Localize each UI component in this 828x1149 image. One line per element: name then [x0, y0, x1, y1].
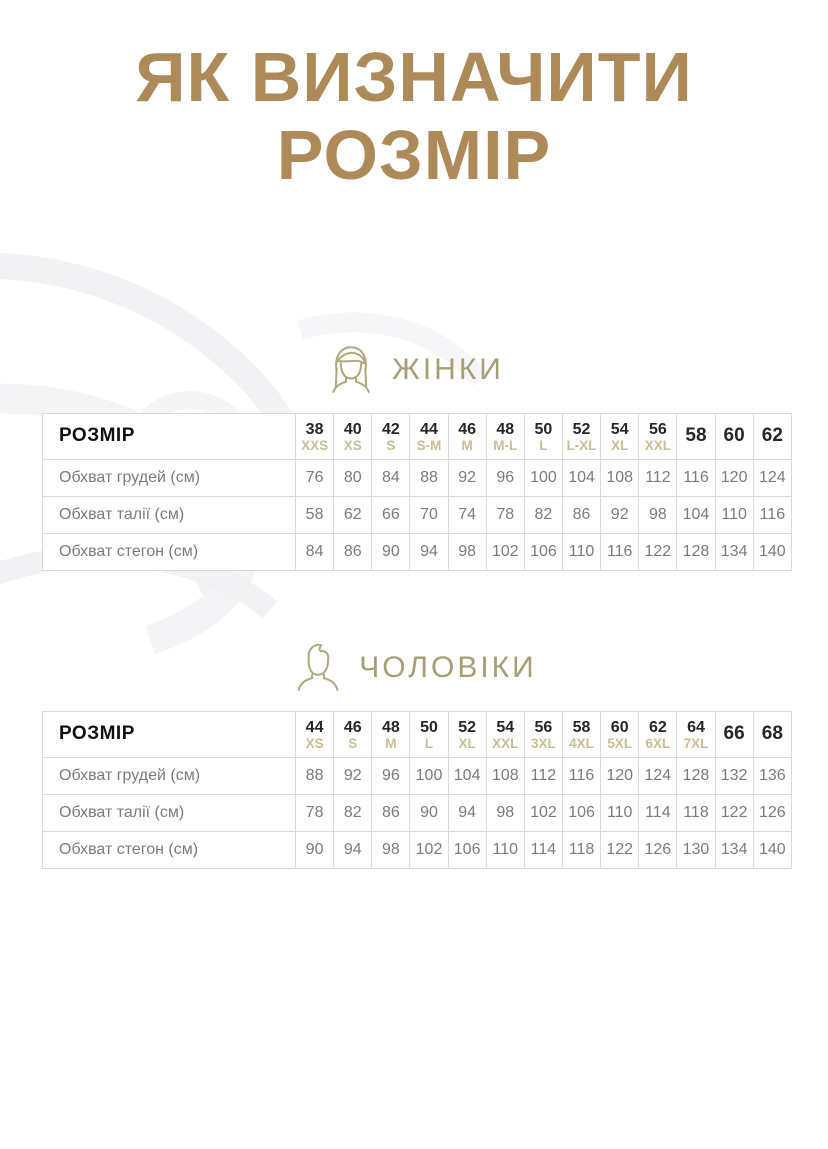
size-column-header — [296, 413, 334, 459]
size-letter: S-M — [416, 438, 442, 454]
measurement-value: 70 — [410, 496, 448, 533]
measurement-value: 112 — [639, 459, 677, 496]
measurement-value: 66 — [372, 496, 410, 533]
measurement-value: 112 — [524, 757, 562, 794]
size-number: 60 — [723, 424, 745, 446]
measurement-value: 108 — [486, 757, 524, 794]
size-column-header — [677, 413, 715, 459]
measurement-label: Обхват стегон (см) — [43, 831, 296, 868]
size-letter: 3XL — [531, 736, 556, 752]
measurement-value: 90 — [410, 794, 448, 831]
measurement-value: 136 — [753, 757, 791, 794]
size-number: 58 — [572, 718, 591, 736]
measurement-value: 114 — [524, 831, 562, 868]
size-letter: 4XL — [569, 736, 594, 752]
measurement-value: 118 — [562, 831, 600, 868]
size-header-row — [43, 413, 792, 459]
size-number: 50 — [420, 718, 438, 736]
measurement-value: 132 — [715, 757, 753, 794]
men-size-table — [42, 711, 792, 869]
size-table-corner-label: РОЗМІР — [43, 711, 296, 757]
size-letter: M — [385, 736, 397, 752]
size-letter: L — [424, 736, 434, 752]
measurement-value: 116 — [753, 496, 791, 533]
size-column-header — [753, 413, 791, 459]
size-column-header — [448, 413, 486, 459]
measurement-value: 104 — [677, 496, 715, 533]
size-number: 48 — [496, 420, 515, 438]
measurement-value: 94 — [448, 794, 486, 831]
measurement-value: 74 — [448, 496, 486, 533]
women-section-label: ЖІНКИ — [392, 352, 504, 386]
size-number: 56 — [534, 718, 553, 736]
size-number: 38 — [305, 420, 324, 438]
measurement-value: 140 — [753, 831, 791, 868]
size-letter: 5XL — [607, 736, 633, 752]
measurement-value: 104 — [562, 459, 600, 496]
measurement-value: 134 — [715, 533, 753, 570]
size-number: 64 — [687, 718, 705, 736]
measurement-value: 124 — [639, 757, 677, 794]
measurement-value: 76 — [296, 459, 334, 496]
measurement-row — [43, 533, 792, 570]
size-letter: XS — [343, 438, 362, 454]
measurement-row — [43, 757, 792, 794]
size-letter: 6XL — [645, 736, 671, 752]
size-letter: XXS — [301, 438, 329, 454]
measurement-label: Обхват грудей (см) — [43, 757, 296, 794]
measurement-value: 80 — [334, 459, 372, 496]
measurement-label: Обхват талії (см) — [43, 496, 296, 533]
size-number: 54 — [610, 420, 629, 438]
size-number: 54 — [496, 718, 515, 736]
measurement-value: 108 — [601, 459, 639, 496]
measurement-value: 116 — [677, 459, 715, 496]
measurement-value: 94 — [410, 533, 448, 570]
measurement-row — [43, 794, 792, 831]
size-column-header — [524, 413, 562, 459]
size-number: 58 — [685, 424, 707, 446]
measurement-value: 90 — [296, 831, 334, 868]
women-section-header — [0, 341, 828, 399]
size-column-header — [334, 711, 372, 757]
size-column-header — [562, 413, 600, 459]
size-number: 52 — [572, 420, 591, 438]
men-section-header — [0, 639, 828, 697]
measurement-value: 86 — [372, 794, 410, 831]
measurement-value: 110 — [486, 831, 524, 868]
size-column-header — [410, 711, 448, 757]
size-column-header — [677, 711, 715, 757]
measurement-value: 98 — [448, 533, 486, 570]
size-number: 44 — [420, 420, 438, 438]
size-number: 42 — [381, 420, 400, 438]
size-letter: L — [539, 438, 548, 454]
measurement-value: 88 — [410, 459, 448, 496]
size-column-header — [639, 711, 677, 757]
measurement-value: 86 — [334, 533, 372, 570]
measurement-value: 114 — [639, 794, 677, 831]
measurement-value: 86 — [562, 496, 600, 533]
size-column-header — [372, 711, 410, 757]
measurement-value: 94 — [334, 831, 372, 868]
size-number: 60 — [610, 718, 629, 736]
measurement-value: 84 — [296, 533, 334, 570]
man-icon — [291, 639, 345, 697]
size-number: 62 — [761, 424, 783, 446]
measurement-value: 110 — [562, 533, 600, 570]
size-letter: L-XL — [566, 438, 597, 454]
page-title-line2: РОЗМІР — [276, 116, 552, 195]
measurement-value: 126 — [753, 794, 791, 831]
women-size-table — [42, 413, 792, 571]
measurement-value: 102 — [524, 794, 562, 831]
measurement-value: 110 — [715, 496, 753, 533]
measurement-value: 84 — [372, 459, 410, 496]
measurement-value: 124 — [753, 459, 791, 496]
size-number: 46 — [343, 718, 362, 736]
measurement-value: 126 — [639, 831, 677, 868]
size-letter: M-L — [493, 438, 518, 454]
size-column-header — [296, 711, 334, 757]
size-number: 52 — [458, 718, 477, 736]
measurement-value: 82 — [334, 794, 372, 831]
size-column-header — [639, 413, 677, 459]
measurement-value: 92 — [601, 496, 639, 533]
size-letter: XXL — [492, 736, 519, 752]
size-number: 48 — [381, 718, 400, 736]
measurement-value: 118 — [677, 794, 715, 831]
measurement-value: 104 — [448, 757, 486, 794]
measurement-value: 106 — [562, 794, 600, 831]
measurement-value: 122 — [715, 794, 753, 831]
measurement-value: 96 — [486, 459, 524, 496]
measurement-value: 78 — [486, 496, 524, 533]
measurement-value: 116 — [562, 757, 600, 794]
measurement-value: 82 — [524, 496, 562, 533]
measurement-value: 90 — [372, 533, 410, 570]
woman-icon — [324, 341, 378, 399]
size-letter: 7XL — [683, 736, 709, 752]
measurement-value: 130 — [677, 831, 715, 868]
size-column-header — [524, 711, 562, 757]
measurement-value: 98 — [639, 496, 677, 533]
measurement-value: 102 — [410, 831, 448, 868]
size-column-header — [486, 711, 524, 757]
size-number: 68 — [761, 722, 783, 744]
measurement-row — [43, 496, 792, 533]
size-column-header — [562, 711, 600, 757]
size-number: 66 — [723, 722, 745, 744]
size-letter: M — [461, 438, 473, 454]
measurement-value: 92 — [448, 459, 486, 496]
measurement-value: 62 — [334, 496, 372, 533]
measurement-value: 106 — [448, 831, 486, 868]
measurement-value: 120 — [601, 757, 639, 794]
measurement-row — [43, 831, 792, 868]
measurement-value: 100 — [410, 757, 448, 794]
size-number: 46 — [458, 420, 477, 438]
size-letter: S — [386, 438, 396, 454]
measurement-value: 58 — [296, 496, 334, 533]
measurement-value: 98 — [372, 831, 410, 868]
measurement-value: 92 — [334, 757, 372, 794]
measurement-value: 120 — [715, 459, 753, 496]
size-column-header — [486, 413, 524, 459]
size-column-header — [334, 413, 372, 459]
size-column-header — [715, 413, 753, 459]
size-number: 56 — [648, 420, 667, 438]
size-letter: XL — [458, 736, 476, 752]
size-header-row — [43, 711, 792, 757]
measurement-value: 134 — [715, 831, 753, 868]
men-section-label: ЧОЛОВІКИ — [359, 650, 537, 684]
measurement-value: 78 — [296, 794, 334, 831]
measurement-value: 98 — [486, 794, 524, 831]
size-number: 62 — [648, 718, 667, 736]
measurement-value: 110 — [601, 794, 639, 831]
measurement-value: 116 — [601, 533, 639, 570]
size-number: 50 — [534, 420, 553, 438]
size-letter: XXL — [644, 438, 671, 454]
size-number: 40 — [343, 420, 362, 438]
measurement-value: 140 — [753, 533, 791, 570]
size-column-header — [410, 413, 448, 459]
measurement-row — [43, 459, 792, 496]
measurement-value: 122 — [601, 831, 639, 868]
measurement-value: 128 — [677, 757, 715, 794]
measurement-label: Обхват грудей (см) — [43, 459, 296, 496]
measurement-value: 128 — [677, 533, 715, 570]
measurement-value: 96 — [372, 757, 410, 794]
measurement-value: 122 — [639, 533, 677, 570]
size-letter: XS — [305, 736, 324, 752]
measurement-label: Обхват стегон (см) — [43, 533, 296, 570]
size-column-header — [601, 413, 639, 459]
page-title-line1: ЯК ВИЗНАЧИТИ — [135, 38, 693, 116]
measurement-value: 100 — [524, 459, 562, 496]
size-column-header — [753, 711, 791, 757]
size-letter: XL — [611, 438, 629, 454]
measurement-value: 102 — [486, 533, 524, 570]
size-column-header — [448, 711, 486, 757]
size-table-corner-label: РОЗМІР — [43, 413, 296, 459]
measurement-value: 88 — [296, 757, 334, 794]
size-column-header — [715, 711, 753, 757]
measurement-value: 106 — [524, 533, 562, 570]
size-letter: S — [348, 736, 358, 752]
size-number: 44 — [305, 718, 324, 736]
page-title — [0, 0, 828, 195]
size-column-header — [601, 711, 639, 757]
size-column-header — [372, 413, 410, 459]
measurement-label: Обхват талії (см) — [43, 794, 296, 831]
